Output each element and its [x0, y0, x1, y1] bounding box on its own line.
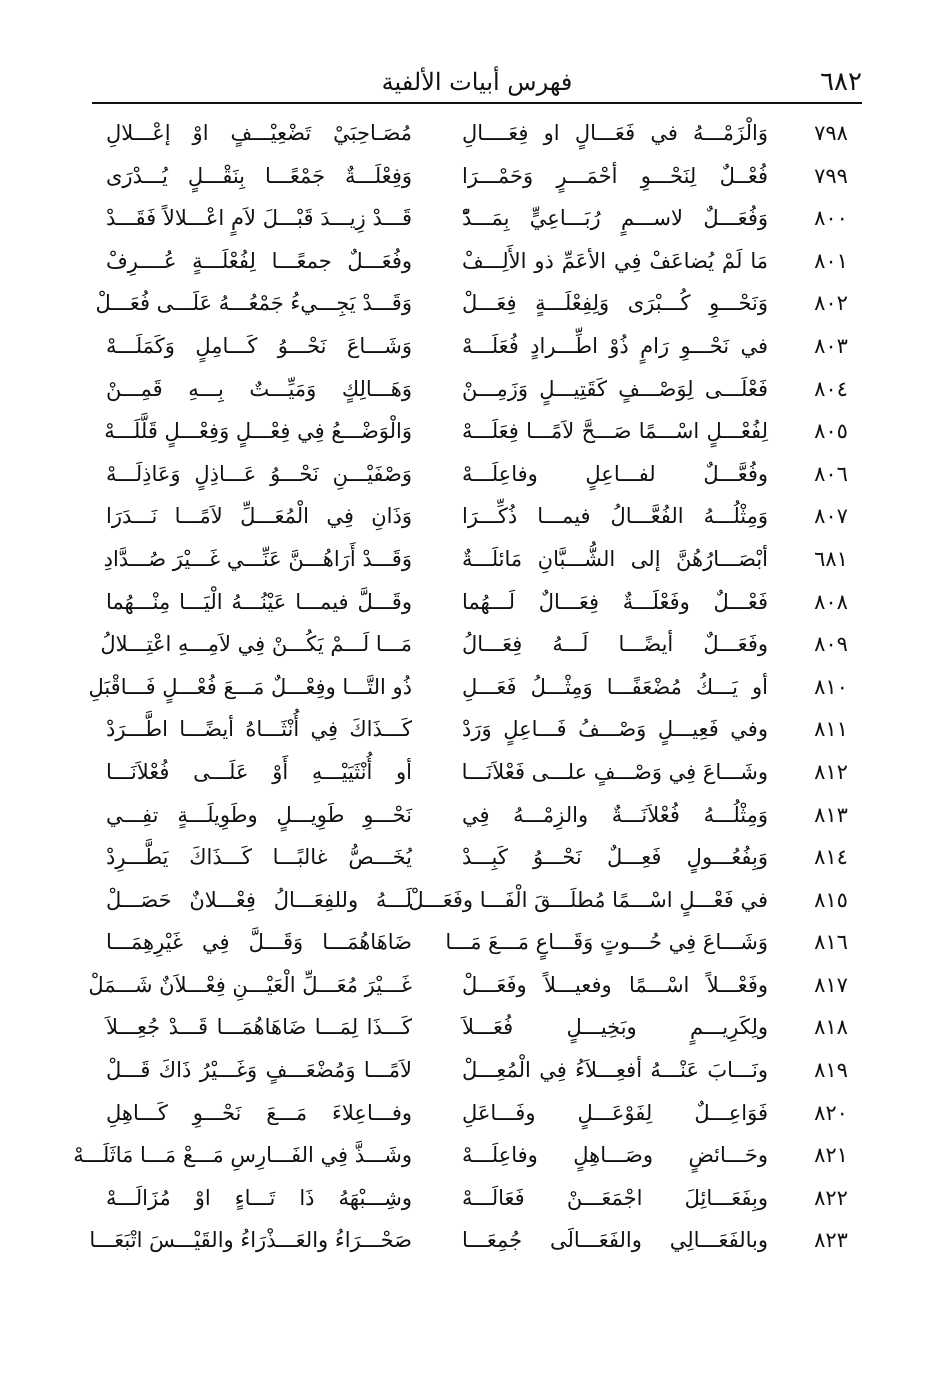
first-hemistich: وَبِفُعُـــولٍ فَعِـــلٌ نَحْـــوُ كَبِـــدْ: [462, 845, 768, 870]
first-hemistich: وفي فَعِيـــلٍ وَصْـــفُ فَـــاعِلٍ وَرَدْ: [462, 717, 768, 742]
first-hemistich: وَنَحْـــوِ كُـــبْرَى وَلِفِعْلَـــةٍ فِعَـــلْ: [462, 291, 768, 316]
verse-row: [92, 879, 862, 922]
verse-row: [92, 794, 862, 837]
first-hemistich: وبالفَعَـــالِي والفَعَـــالَى جُمِعَـــا: [462, 1228, 768, 1253]
first-hemistich: فَعْـــلٌ وفَعْلَـــةٌ فِعَـــالٌ لَـــهُما: [462, 589, 768, 614]
second-hemistich: نَحْـــوِ طَوِيـــلٍ وطَوِيلَـــةٍ تفِـــي: [106, 802, 412, 827]
second-hemistich: وَشَـــاعَ نَحْـــوُ كَـــامِلٍ وَكَمَلَـــهْ: [106, 333, 412, 358]
verse-number: ٨١١: [814, 717, 848, 742]
verse-row: [92, 708, 862, 751]
verse-number: ٨٠٣: [814, 333, 848, 358]
verse-row: [92, 410, 862, 453]
second-hemistich: غَـــيْرَ مُعَـــلِّ الْعَيْـــنِ فِعْـــلاَنٌ شَـــمَلْ: [88, 972, 412, 997]
verse-row: [92, 155, 862, 198]
verse-number: ٨٠٦: [814, 461, 848, 486]
verse-row: [92, 495, 862, 538]
first-hemistich: أبْصَـــارُهُنَّ إلى الشُّـــبَّانِ مَائلَـــةٌ: [462, 546, 768, 571]
second-hemistich: وقَـــلَّ فيمـــا عَيْنُـــهُ الْيَـــا مِنْـــهُما: [106, 589, 412, 614]
verse-number: ٨١٨: [814, 1015, 848, 1040]
verse-number: ٨٢٠: [814, 1100, 848, 1125]
second-hemistich: لاَمًـــا وَمُضْعَـــفٍ وَغَـــيْرُ ذَاكَ قَـــلْ: [106, 1058, 412, 1083]
verse-number: ٨١٥: [814, 887, 848, 912]
verse-row: [92, 921, 862, 964]
second-hemistich: ذُو التَّـــا وفِعْـــلٌ مَـــعَ فُعْـــلٍ فَـــاقْبَلِ: [88, 674, 412, 699]
verse-row: [92, 581, 862, 624]
first-hemistich: ونَـــابَ عَنْـــهُ أفعِـــلاَءُ فِي الْمُعِـــلْ: [462, 1058, 768, 1083]
second-hemistich: لَـــهُ وللفِعَـــالُ فِعْـــلانٌ حَصَـــلْ: [106, 887, 412, 912]
first-hemistich: وفُعَّـــلٌ لفـــاعِلٍ وفاعِلَـــهْ: [462, 461, 768, 486]
verse-number: ٨٢٣: [814, 1228, 848, 1253]
second-hemistich: وَهَـــالِكٍ وَمَيِّـــتٌ بِـــهِ قَمِـــنْ: [106, 376, 412, 401]
verse-row: [92, 623, 862, 666]
second-hemistich: مَـــا لَـــمْ يَكُـــنْ فِي لاَمِـــهِ اعْتِـــلالُ: [100, 632, 412, 657]
verse-number: ٧٩٩: [814, 163, 848, 188]
verse-index-list: [73, 112, 862, 1262]
second-hemistich: كَـــذَا لِمَـــا ضَاهَاهُمَـــا قَـــدْ جُعِـــلاَ: [106, 1015, 412, 1040]
first-hemistich: وشَـــاعَ فِي وَصْـــفٍ علـــى فَعْلاَنَـــا: [461, 759, 768, 784]
verse-row: [92, 1177, 862, 1220]
verse-number: ٨٠٥: [814, 419, 848, 444]
second-hemistich: وشِـــبْهَهُ ذَا تَـــاءٍ اوْ مُزَالَـــهْ: [106, 1185, 412, 1210]
verse-number: ٨٠٩: [814, 632, 848, 657]
second-hemistich: مُصَـاحِبَيْ تَضْعِيْـــفٍ اوْ إعْـــلالِ: [106, 121, 412, 145]
second-hemistich: ضَاهَاهُمَـــا وَقَـــلَّ فِي غَيْرِهِمَـــا: [106, 930, 412, 955]
verse-row: [89, 1219, 862, 1262]
first-hemistich: فُعْــلٌ لِنَحْـــوِ أحْمَـــرٍ وَحَمْـــرَا: [462, 163, 768, 188]
verse-row: [92, 538, 862, 581]
verse-number: ٨١٣: [814, 802, 848, 827]
verse-number: ٨٠٢: [814, 291, 848, 316]
second-hemistich: وَقَـــدْ يَجِـــيءُ جَمْعُـــهُ عَلَـــى فُعَـــلْ: [95, 291, 412, 316]
page-header: [92, 62, 862, 102]
verse-row: [92, 1006, 862, 1049]
first-hemistich: ولِكَرِيـــمٍ وبَخِيـــلٍ فُعَـــلاَ: [462, 1015, 768, 1040]
second-hemistich: وَصْفَيْـــنِ نَحْـــوُ عَـــاذِلٍ وَعَاذِلَـــهْ: [106, 461, 412, 486]
verse-number: ٦٨١: [814, 546, 848, 571]
second-hemistich: وفُعَـــلٌ جمعًـــا لِفُعْلَـــةٍ عُــــرِفْ: [106, 248, 412, 273]
first-hemistich: وَمِثْلُـــهُ الفُعَّـــالُ فيمـــا ذُكِّـــرَا: [462, 504, 768, 529]
verse-row: [92, 1092, 862, 1135]
verse-row: [92, 112, 862, 155]
second-hemistich: قَـــدْ زِيـــدَ قَبْـــلَ لاَمٍ اعْـــلالاً فَقَـــدْ: [106, 206, 412, 231]
first-hemistich: مَا لَمْ يُضاعَفْ فِي الأعَمِّ ذو الأَلِـــفْ: [462, 248, 768, 273]
verse-row: [92, 368, 862, 411]
verse-number: ٨٠١: [814, 248, 848, 273]
second-hemistich: أو أُنْثَيَيْـــهِ أَوْ عَلَـــى فُعْلاَنَـــا: [106, 759, 412, 784]
verse-number: ٨٠٠: [814, 206, 848, 231]
first-hemistich: وبِفَعَـــائِلَ اجْمَعَـــنْ فَعَالَـــهْ: [462, 1185, 768, 1210]
verse-row: [92, 453, 862, 496]
first-hemistich: وحَـــائضٍ وصَـــاهِلٍ وفاعِلَـــهْ: [462, 1143, 768, 1168]
first-hemistich: فَوَاعِـــلٌ لِفَوْعَـــلٍ وفَـــاعَلِ: [462, 1100, 768, 1125]
verse-number: ٨١٠: [814, 674, 848, 699]
header-rule: [92, 102, 862, 104]
verse-row: [92, 325, 862, 368]
second-hemistich: صَحْـــرَاءُ والعَـــذْرَاءُ والقَيْـــسَ اتْبَعَـــا: [89, 1228, 412, 1253]
first-hemistich: لِفُعْـــلٍ اسْـــمًا صَـــحَّ لاَمًـــا فِعَلَـــهْ: [462, 419, 768, 444]
verse-row: [88, 666, 862, 709]
second-hemistich: وَالْوَضْـــعُ فِي فِعْـــلٍ وَفِعْـــلٍ قَلَّلَـــهْ: [104, 419, 412, 444]
verse-number: ٨٠٨: [814, 589, 848, 614]
verse-number: ٨٢١: [814, 1143, 848, 1168]
verse-number: ٨١٢: [814, 759, 848, 784]
page-title: فهرس أبيات الألفية: [381, 68, 573, 96]
verse-number: ٧٩٨: [814, 121, 848, 145]
first-hemistich: وَالْزَمْـــهُ في فَعَـــالٍ او فِعَــــالِ: [462, 121, 768, 145]
verse-row: [92, 240, 862, 283]
verse-number: ٨٢٢: [814, 1185, 848, 1210]
first-hemistich: وَشَـــاعَ فِي حُـــوتٍ وَقَـــاعٍ مَـــعَ مَـــا: [445, 930, 768, 955]
first-hemistich: في نَحْـــوِ رَامٍ ذُوْ اطِّـــرادٍ فُعَلَـــهْ: [462, 333, 768, 358]
verse-row: [92, 197, 862, 240]
second-hemistich: وَفِعْلَـــةٌ جَمْعًـــا بِنَقْـــلٍ يُـــدْرَى: [106, 163, 412, 188]
first-hemistich: وَمِثْلُـــهُ فُعْلاَنَـــةٌ والزِمْـــهُ فِي: [462, 802, 768, 827]
second-hemistich: وَذَانِ فِي الْمُعَـــلِّ لاَمًـــا نَـــدَرَا: [106, 504, 412, 529]
first-hemistich: وَفُعَـــلٌ لاســـمٍ رُبَـــاعِيٍّ بِمَـــدّْ: [462, 206, 768, 231]
verse-row: [92, 1049, 862, 1092]
second-hemistich: يُخَـــصُّ غالبًـــا كَـــذَاكَ يَطَّـــرِدْ: [106, 845, 412, 870]
first-hemistich: وفَعَـــلٌ أيضًـــا لَـــهُ فِعَـــالُ: [462, 632, 768, 657]
first-hemistich: وفَعْـــلاً اسْـــمًا وفعيـــلاً وفَعَـــلْ: [462, 972, 768, 997]
verse-row: [73, 1134, 862, 1177]
first-hemistich: في فَعْـــلٍ اسْـــمًا مُطلَـــقَ الْفَـــا وفَعَـــلْ: [408, 887, 768, 912]
verse-number: ٨١٩: [814, 1058, 848, 1083]
second-hemistich: وَقَـــدْ أَرَاهُـــنَّ عَنِّـــي غَـــيْرَ صُـــدَّادِ: [103, 546, 412, 571]
verse-number: ٨٠٧: [814, 504, 848, 529]
first-hemistich: فَعْلَـــى لِوَصْـــفٍ كَقَتِيـــلٍ وَزَمِـــنْ: [462, 376, 768, 401]
verse-row: [92, 282, 862, 325]
first-hemistich: أو يَـــكُ مُضْعَفًـــا وَمِثْـــلُ فَعَـــلِ: [462, 674, 768, 699]
verse-number: ٨١٤: [814, 845, 848, 870]
verse-number: ٨٠٤: [814, 376, 848, 401]
verse-number: ٨١٦: [814, 930, 848, 955]
verse-row: [88, 964, 862, 1007]
second-hemistich: كَـــذَاكَ فِي أُنْثَـــاهُ أيضًـــا اطَّـــرَدْ: [106, 717, 412, 742]
verse-number: ٨١٧: [814, 972, 848, 997]
page-number: ٦٨٢: [820, 67, 862, 97]
verse-row: [92, 836, 862, 879]
second-hemistich: وفـــاعِلاءَ مَـــعَ نَحْـــوِ كَـــاهِلِ: [106, 1100, 412, 1125]
second-hemistich: وشَـــذَّ فِي الفَـــارِسِ مَـــعْ مَـــا مَاثَلَـــهْ: [73, 1143, 412, 1168]
verse-row: [92, 751, 862, 794]
